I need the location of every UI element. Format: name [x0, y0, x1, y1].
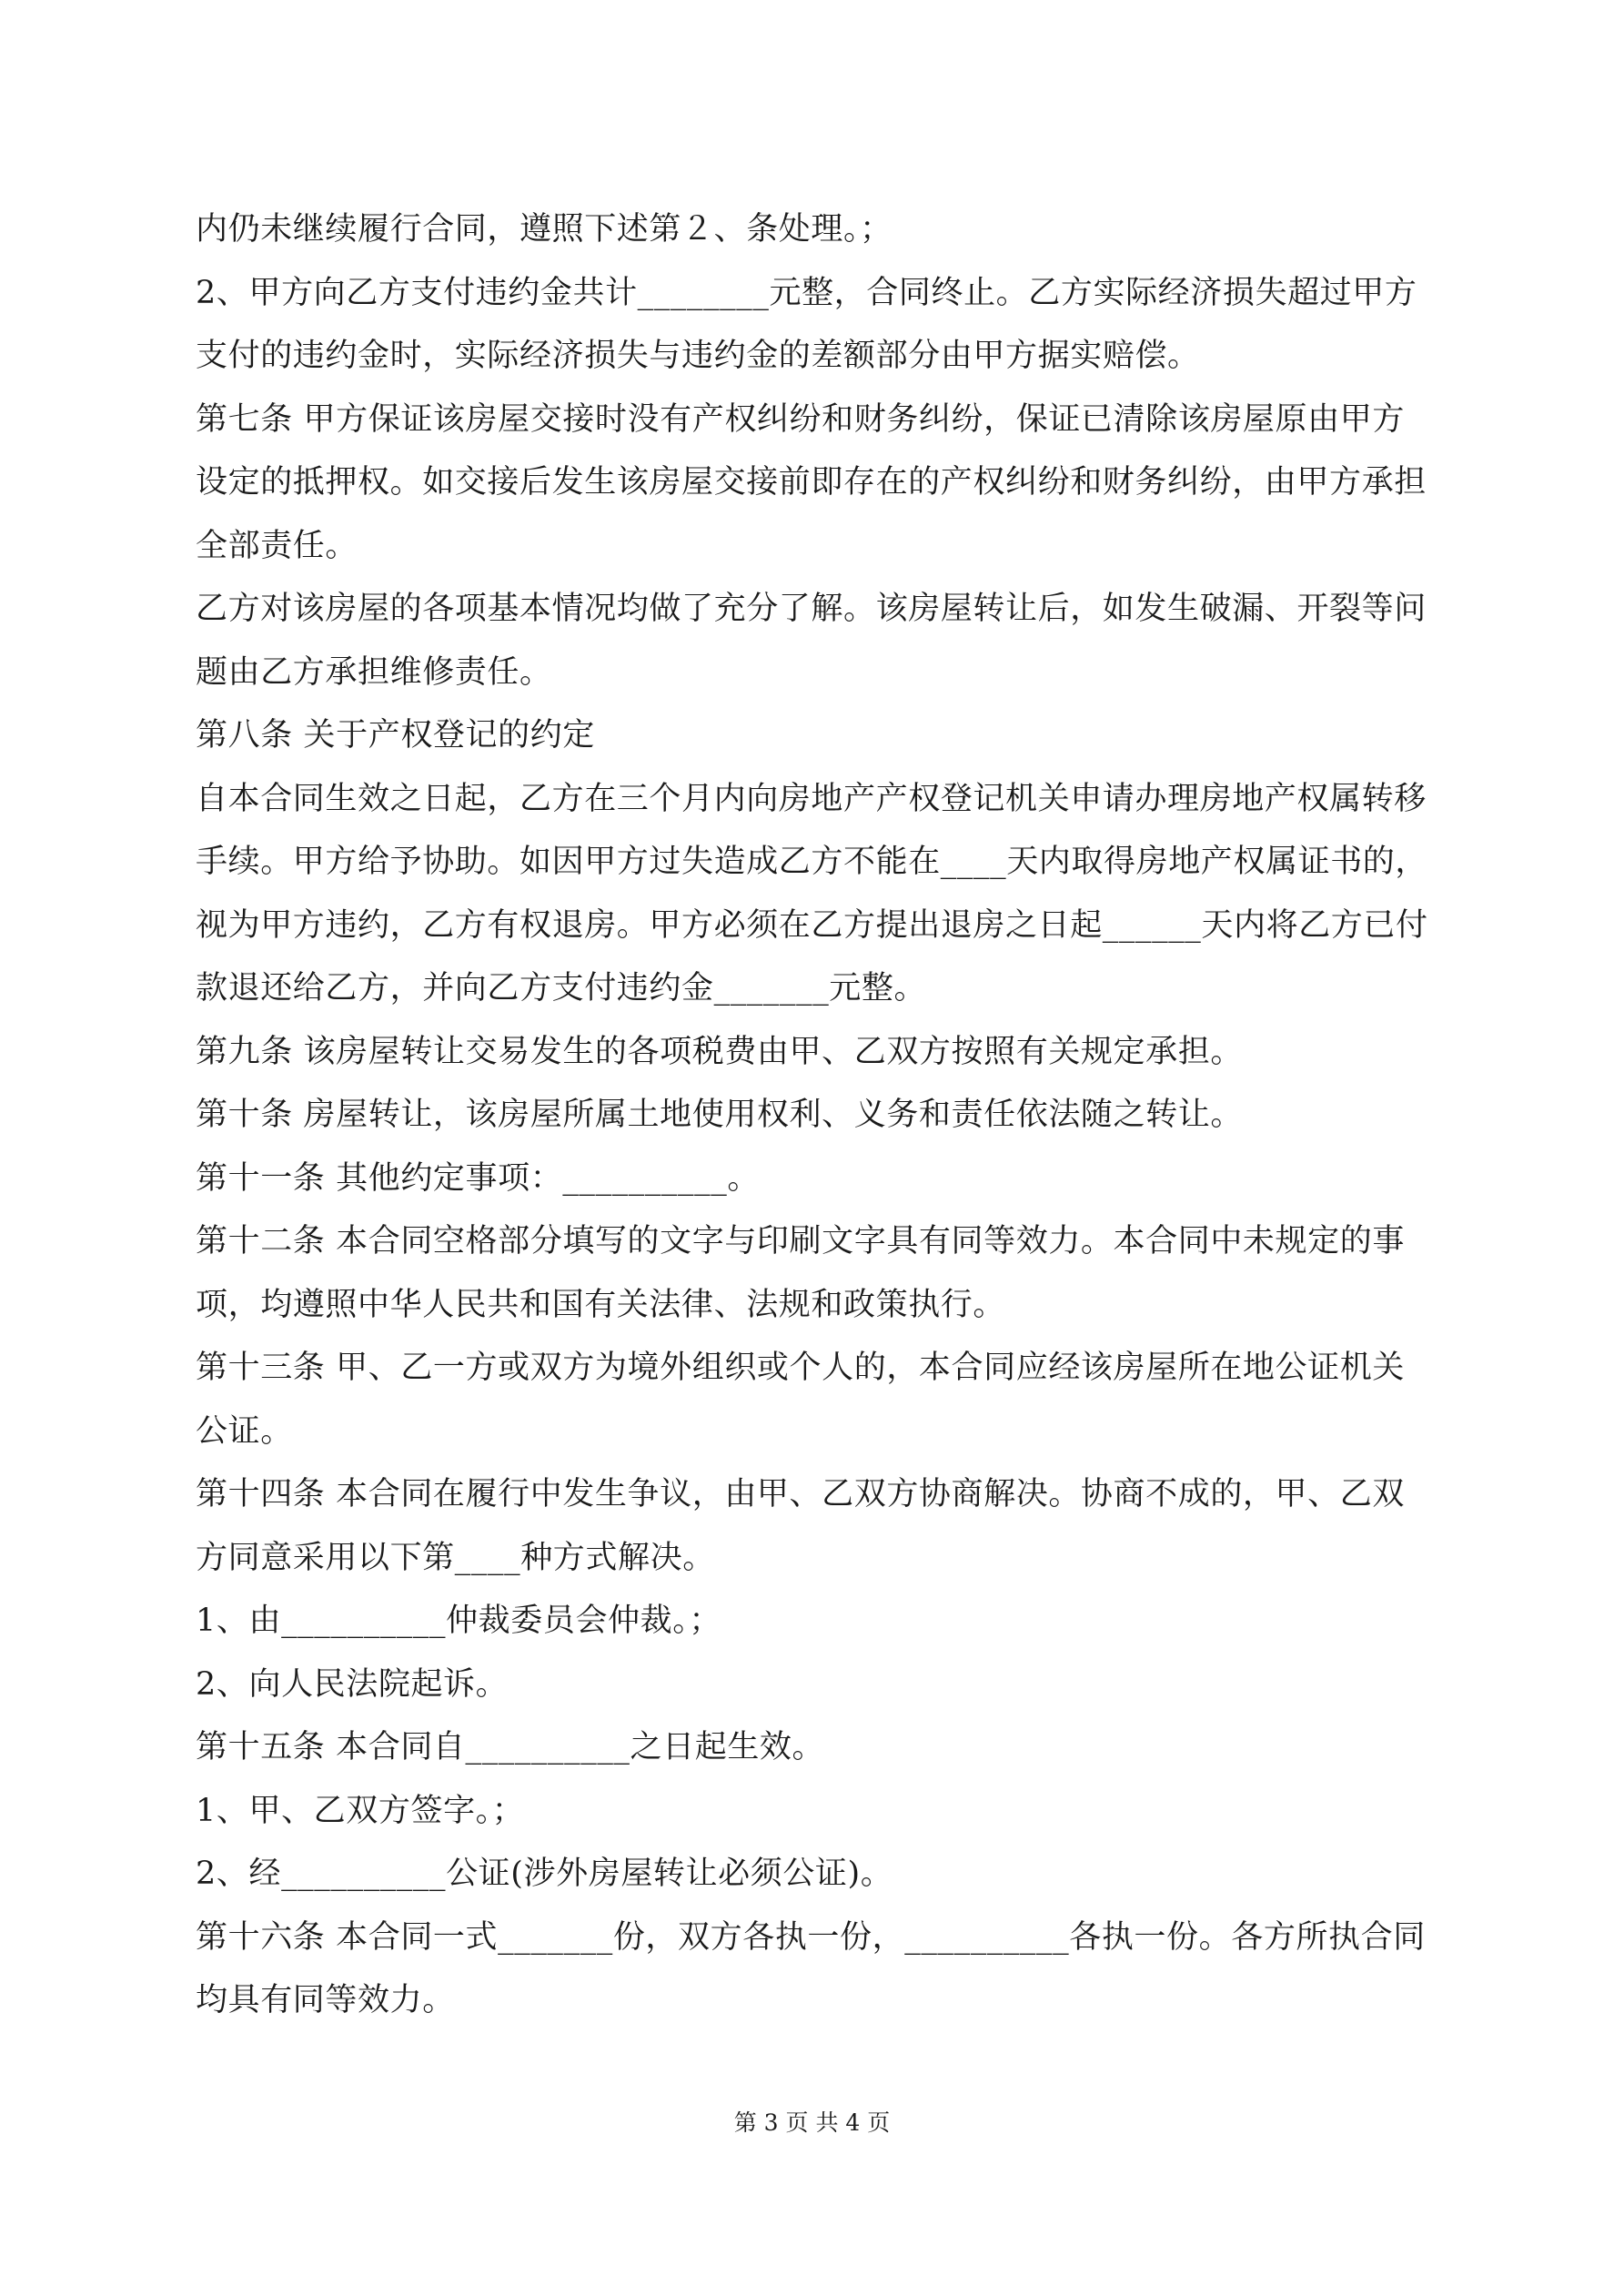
text-line: 公证。 [196, 1412, 293, 1450]
text-line: 内仍未继续履行合同，遵照下述第２、条处理。； [196, 211, 893, 248]
page-number-footer: 第 3 页 共 4 页 [733, 2109, 891, 2136]
text-line: 均具有同等效力。 [196, 1982, 455, 2018]
text-line: 第十二条 本合同空格部分填写的文字与印刷文字具有同等效力。本合同中未规定的事 [196, 1223, 1405, 1259]
text-line: 款退还给乙方，并向乙方支付违约金_______元整。 [196, 970, 927, 1006]
text-line: 第七条 甲方保证该房屋交接时没有产权纠纷和财务纠纷，保证已清除该房屋原由甲方 [196, 400, 1405, 438]
section-heading: 第八条 关于产权登记的约定 [196, 717, 595, 754]
text-line: 方同意采用以下第____种方式解决。 [196, 1539, 715, 1576]
text-line: 视为甲方违约，乙方有权退房。甲方必须在乙方提出退房之日起______天内将乙方已付 [196, 906, 1428, 944]
text-line: 1、甲、乙双方签字。； [196, 1792, 525, 1829]
text-line: 1、由__________仲裁委员会仲裁。； [196, 1603, 721, 1639]
text-line: 全部责任。 [196, 527, 358, 564]
text-line: 题由乙方承担维修责任。 [196, 653, 552, 691]
text-line: 2、向人民法院起诉。 [196, 1665, 509, 1703]
text-line: 手续。甲方给予协助。如因甲方过失造成乙方不能在____天内取得房地产权属证书的， [196, 844, 1428, 880]
text-line: 第九条 该房屋转让交易发生的各项税费由甲、乙双方按照有关规定承担。 [196, 1033, 1243, 1070]
text-line: 项，均遵照中华人民共和国有关法律、法规和政策执行。 [196, 1286, 1006, 1323]
text-line: 自本合同生效之日起，乙方在三个月内向房地产产权登记机关申请办理房地产权属转移 [196, 780, 1427, 817]
text-line: 第十条 房屋转让，该房屋所属土地使用权利、义务和责任依法随之转让。 [196, 1097, 1243, 1133]
text-line: 第十四条 本合同在履行中发生争议，由甲、乙双方协商解决。协商不成的，甲、乙双 [196, 1476, 1405, 1512]
text-line: 第十三条 甲、乙一方或双方为境外组织或个人的，本合同应经该房屋所在地公证机关 [196, 1350, 1405, 1386]
text-line: 设定的抵押权。如交接后发生该房屋交接前即存在的产权纠纷和财务纠纷，由甲方承担 [196, 464, 1427, 501]
text-line: 2、经__________公证(涉外房屋转让必须公证)。 [196, 1856, 893, 1892]
document-body [196, 198, 1442, 2033]
text-line: 2、甲方向乙方支付违约金共计________元整，合同终止。乙方实际经济损失超过甲方 [196, 274, 1417, 311]
text-line: 第十五条 本合同自__________之日起生效。 [196, 1729, 825, 1765]
text-line: 第十一条 其他约定事项：__________。 [196, 1159, 760, 1197]
text-line: 第十六条 本合同一式_______份，双方各执一份，__________各执一份。各方所执合同 [196, 1918, 1426, 1956]
text-line: 支付的违约金时，实际经济损失与违约金的差额部分由甲方据实赔偿。 [196, 338, 1200, 374]
text-line: 乙方对该房屋的各项基本情况均做了充分了解。该房屋转让后，如发生破漏、开裂等问 [196, 591, 1427, 627]
